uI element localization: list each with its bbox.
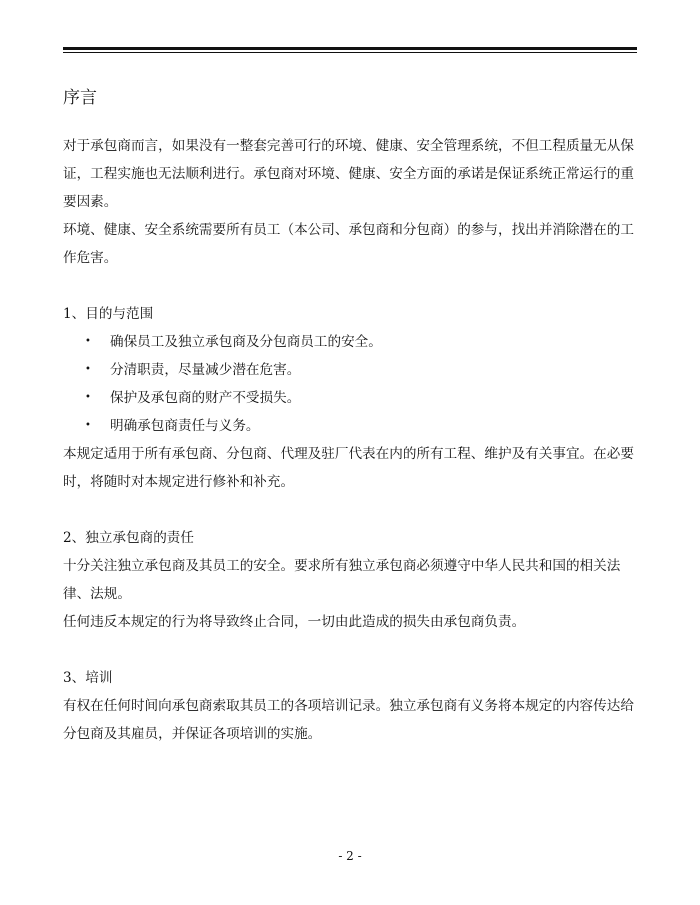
list-item-text: 确保员工及独立承包商及分包商员工的安全。 (110, 334, 382, 350)
purpose-bullet-list (63, 328, 643, 440)
scope-paragraph: 本规定适用于所有承包商、分包商、代理及驻厂代表在内的所有工程、维护及有关事宜。在必要时，将随时对本规定进行修补和补充。 (63, 446, 634, 490)
bullet-icon: • (85, 336, 91, 347)
responsibility-paragraph-1: 十分关注独立承包商及其员工的安全。要求所有独立承包商必须遵守中华人民共和国的相关法律、法规。 (63, 558, 621, 602)
list-item (85, 412, 643, 440)
list-item (85, 328, 643, 356)
page-number: - 2 - (338, 849, 362, 863)
list-item-text: 分清职责，尽量减少潜在危害。 (110, 362, 301, 378)
section-2-title: 2、独立承包商的责任 (63, 530, 194, 546)
section-3-title: 3、培训 (63, 670, 113, 686)
document-body (63, 86, 643, 748)
list-item (85, 356, 643, 384)
preface-heading: 序言 (63, 88, 97, 108)
training-paragraph: 有权在任何时间向承包商索取其员工的各项培训记录。独立承包商有义务将本规定的内容传达给分包商及其雇员，并保证各项培训的实施。 (63, 698, 634, 742)
preface-paragraph-1: 对于承包商而言，如果没有一整套完善可行的环境、健康、安全管理系统，不但工程质量无从保证，工程实施也无法顺利进行。承包商对环境、健康、安全方面的承诺是保证系统正常运行的重要因素。 (63, 138, 634, 210)
list-item (85, 384, 643, 412)
list-item-text: 明确承包商责任与义务。 (110, 418, 260, 434)
header-rule-thin (63, 52, 637, 53)
bullet-icon: • (85, 364, 91, 375)
responsibility-paragraph-2: 任何违反本规定的行为将导致终止合同，一切由此造成的损失由承包商负责。 (63, 614, 526, 630)
section-1-title: 1、目的与范围 (63, 306, 154, 322)
bullet-icon: • (85, 392, 91, 403)
bullet-icon: • (85, 420, 91, 431)
preface-paragraph-2: 环境、健康、安全系统需要所有员工（本公司、承包商和分包商）的参与，找出并消除潜在的工作危害。 (63, 222, 634, 266)
list-item-text: 保护及承包商的财产不受损失。 (110, 390, 301, 406)
header-rule-thick (63, 47, 637, 50)
